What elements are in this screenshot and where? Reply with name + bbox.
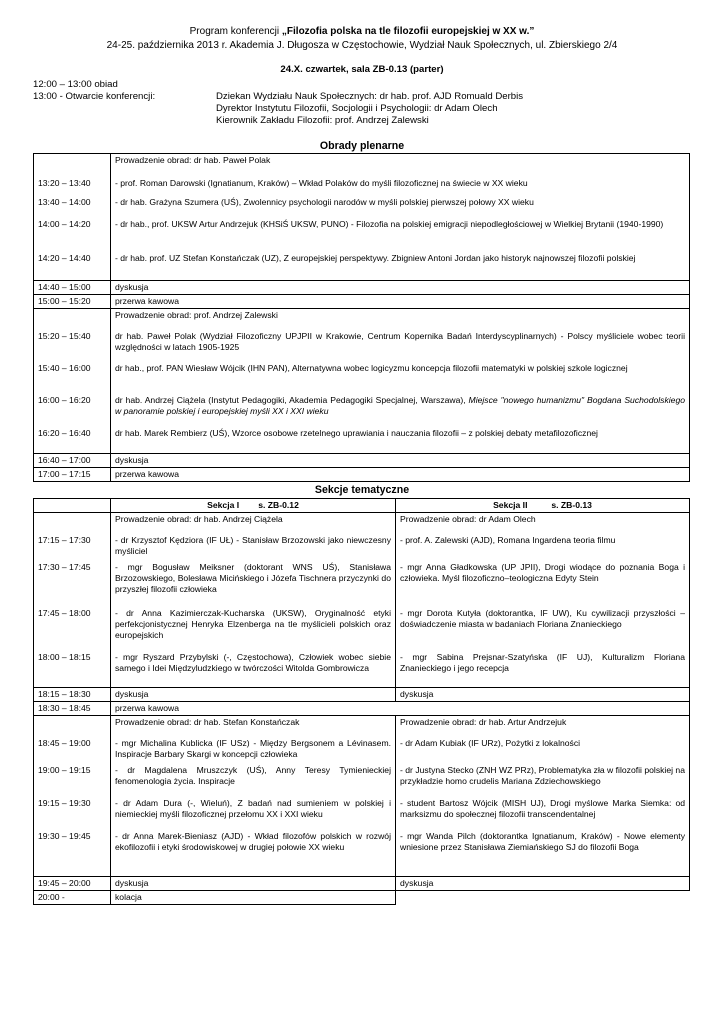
table-row: 17:00 – 17:15 przerwa kawowa [34,468,690,482]
talk: - dr Anna Marek-Bieniasz (AJD) - Wkład filozofów polskich w rozwój ekofilozofii i etyki środowiskowej w drugiej połowie XX wieku [115,831,391,852]
table-row: 19:45 – 20:00 dyskusja dyskusja [34,877,690,891]
table-row: 17:15 – 17:30 17:30 – 17:45 17:45 – 18:00 18:00 – 18:15 Prowadzenie obrad: dr hab. Andrzej Ciążela - dr Krzysztof Kędziora (IF UŁ) - Stanisław Brzozowski jako niewczesny myśliciel - mgr Bogusław Meiksner (doktorant WNS UŚ), Stanisława Brzozowskiego, Bolesława Micińskiego i Józefa Tischnera przyczynki do przyszłej filozofii człowieka - dr Anna Kazimierczak-Kucharska (UKSW), Oryginalność etyki perfekcjonistycznej Henryka Elzenberga na tle myślicieli polskich oraz europejskich - mgr Ryszard Przybylski (-, Częstochowa), Człowiek wobec siebie samego i Idei Międzyludzkiego w twórczości Witolda Gombrowicza Prowadzenie obrad: dr Adam Olech - prof. A. Zalewski (AJD), Romana Ingardena teoria filmu - mgr Anna Gładkowska (UP JPII), Drogi wiodące do poznania Boga i człowieka. Myśl filozoficzno–teologiczna Edyty Stein - mgr Dorota Kutyła (doktorantka, IF UW), Ku cywilizacji przyszłości – doświadczenie miasta w badaniach Floriana Znanieckiego - mgr Sabina Prejsnar-Szatyńska (IF UJ), Kulturalizm Floriana Znanieckiego i jego recepcja [34,513,690,688]
talk: - dr Magdalena Mruszczyk (UŚ), Anny Teresy Tymienieckiej fenomenologia życia. Inspiracje [115,765,391,786]
talk: - mgr Wanda Pilch (doktorantka Ignatianum, Kraków) - Nowe elementy wniesione przez Stanisława Ziemiańskiego SJ do filozofii Boga [400,831,685,852]
talk: - mgr Ryszard Przybylski (-, Częstochowa), Człowiek wobec siebie samego i Idei Międzyludzkiego w twórczości Witolda Gombrowicza [115,652,391,673]
chair-line: Prowadzenie obrad: dr hab. Paweł Polak [115,155,271,165]
chair-line: Prowadzenie obrad: prof. Andrzej Zalewski [115,310,278,320]
talk: - mgr Bogusław Meiksner (doktorant WNS UŚ), Stanisława Brzozowskiego, Bolesława Micińskiego i Józefa Tischnera przyczynki do przyszłej filozofii człowieka [115,562,391,594]
table-row: 14:40 – 15:00 dyskusja [34,281,690,295]
talk: dr hab. Marek Rembierz (UŚ), Wzorce osobowe rzetelnego uprawiania i nauczania filozofii – z polskiej debaty metafilozoficznej [115,428,598,438]
talk: - dr hab. Grażyna Szumera (UŚ), Zwolennicy psychologii narodów w myśli polskiej pierwszej połowy XX wieku [115,197,534,207]
table-row: 15:20 – 15:40 15:40 – 16:00 16:00 – 16:20 16:20 – 16:40 Prowadzenie obrad: prof. Andrzej Zalewski dr hab. Paweł Polak (Wydział Filozoficzny UPJPII w Krakowie, Centrum Kopernika Badań Interdyscyplinarnych) - Polscy myśliciele wobec teorii względności w latach 1905-1925 dr hab., prof. PAN Wiesław Wójcik (IHN PAN), Alternatywna wobec logicyzmu koncepcja filozofii matematyki w polskiej szkole logicznej dr hab. Andrzej Ciążela (Instytut Pedagogiki, Akademia Pedagogiki Specjalnej, Warszawa), Miejsce "nowego humanizmu" Bogdana Suchodolskiego w panoramie polskiej i europejskiej myśli XX i XXI wieku dr hab. Marek Rembierz (UŚ), Wzorce osobowe rzetelnego uprawiania i nauczania filozofii – z polskiej debaty metafilozoficznej [34,309,690,454]
section-2-header: Sekcja II s. ZB-0.13 [396,499,690,513]
conference-date-venue: 24-25. października 2013 r. Akademia J. Długosza w Częstochowie, Wydział Nauk Społecznych, ul. Zbierskiego 2/4 [106,40,618,51]
opening-label: 13:00 - Otwarcie konferencji: [33,91,156,102]
table-row: 18:30 – 18:45 przerwa kawowa [34,702,690,716]
talk: dr hab. Andrzej Ciążela (Instytut Pedagogiki, Akademia Pedagogiki Specjalnej, Warszawa), Miejsce "nowego humanizmu" Bogdana Suchodolskiego w panoramie polskiej i europejskiej myśli XX i XXI wieku [115,395,685,416]
conference-title: Program konferencji „Filozofia polska na tle filozofii europejskiej w XX w.” [189,26,535,37]
talk: - dr Adam Kubiak (IF URz), Pożytki z lokalności [400,738,581,748]
table-row: 18:45 – 19:00 19:00 – 19:15 19:15 – 19:30 19:30 – 19:45 Prowadzenie obrad: dr hab. Stefan Konstańczak - mgr Michalina Kublicka (IF USz) - Między Bergsonem a Lévinasem. Inspiracje Barbary Skargi w koncepcji człowieka - dr Magdalena Mruszczyk (UŚ), Anny Teresy Tymienieckiej fenomenologia życia. Inspiracje - dr Adam Dura (-, Wieluń), Z badań nad sumieniem w polskiej i niemieckiej myśli filozoficznej przełomu XX i XXI wieku - dr Anna Marek-Bieniasz (AJD) - Wkład filozofów polskich w rozwój ekofilozofii i etyki środowiskowej w drugiej połowie XX wieku Prowadzenie obrad: dr hab. Artur Andrzejuk - dr Adam Kubiak (IF URz), Pożytki z lokalności - dr Justyna Stecko (ZNH WZ PRz), Problematyka zła w filozofii polskiej na przykładzie homo crudelis Mariana Zdziechowskiego - student Bartosz Wójcik (MISH UJ), Drogi myślowe Marka Siemka: od marksizmu do społecznej filozofii transcendentalnej - mgr Wanda Pilch (doktorantka Ignatianum, Kraków) - Nowe elementy wniesione przez Stanisława Ziemiańskiego SJ do filozofii Boga [34,716,690,877]
talk: - dr hab. prof. UZ Stefan Konstańczak (UZ), Z europejskiej perspektywy. Zbigniew Antoni Jordan jako historyk najnowszej filozofii polskiej [115,253,636,263]
lunch-line: 12:00 – 13:00 obiad [33,79,118,90]
table-row: 16:40 – 17:00 dyskusja [34,454,690,468]
talk: - dr Justyna Stecko (ZNH WZ PRz), Problematyka zła w filozofii polskiej na przykładzie homo crudelis Mariana Zdziechowskiego [400,765,685,786]
table-row: 18:15 – 18:30 dyskusja dyskusja [34,688,690,702]
talk: - mgr Anna Gładkowska (UP JPII), Drogi wiodące do poznania Boga i człowieka. Myśl filozoficzno–teologiczna Edyty Stein [400,562,685,583]
talk: - mgr Sabina Prejsnar-Szatyńska (IF UJ), Kulturalizm Floriana Znanieckiego i jego recepcja [400,652,685,673]
chair-line: Prowadzenie obrad: dr hab. Andrzej Ciążela [115,514,283,524]
talk: dr hab. Paweł Polak (Wydział Filozoficzny UPJPII w Krakowie, Centrum Kopernika Badań Interdyscyplinarnych) - Polscy myśliciele wobec teorii względności w latach 1905-1925 [115,331,685,352]
chair-line: Prowadzenie obrad: dr hab. Artur Andrzejuk [400,717,567,727]
talk: dr hab., prof. PAN Wiesław Wójcik (IHN PAN), Alternatywna wobec logicyzmu koncepcja filozofii matematyki w polskiej szkole logicznej [115,363,628,373]
talk: - dr Anna Kazimierczak-Kucharska (UKSW), Oryginalność etyki perfekcjonistycznej Henryka Elzenberga na tle myślicieli polskich oraz europejskich [115,608,391,640]
chair-line: Prowadzenie obrad: dr Adam Olech [400,514,536,524]
table-row: 20:00 - kolacja [34,891,690,905]
plenary-title: Obrady plenarne [319,140,405,152]
day-heading: 24.X. czwartek, sala ZB-0.13 (parter) [280,64,444,75]
table-row [34,499,690,513]
chair-line: Prowadzenie obrad: dr hab. Stefan Konstańczak [115,717,300,727]
talk: - dr hab., prof. UKSW Artur Andrzejuk (KHSiŚ UKSW, PUNO) - Filozofia na polskiej emigracji niepodległościowej w Wielkiej Brytanii (1940-1990) [115,219,664,229]
section-1-header: Sekcja I s. ZB-0.12 [111,499,396,513]
plenary-table [33,153,690,482]
sections-table [33,498,690,905]
table-row: 13:20 – 13:40 13:40 – 14:00 14:00 – 14:20 14:20 – 14:40 Prowadzenie obrad: dr hab. Paweł Polak - prof. Roman Darowski (Ignatianum, Kraków) – Wkład Polaków do myśli filozoficznej na świecie w XX wieku - dr hab. Grażyna Szumera (UŚ), Zwolennicy psychologii narodów w myśli polskiej pierwszej połowy XX wieku - dr hab., prof. UKSW Artur Andrzejuk (KHSiŚ UKSW, PUNO) - Filozofia na polskiej emigracji niepodległościowej w Wielkiej Brytanii (1940-1990) - dr hab. prof. UZ Stefan Konstańczak (UZ), Z europejskiej perspektywy. Zbigniew Antoni Jordan jako historyk najnowszej filozofii polskiej [34,154,690,281]
talk: - prof. Roman Darowski (Ignatianum, Kraków) – Wkład Polaków do myśli filozoficznej na świecie w XX wieku [115,178,528,188]
talk: - dr Adam Dura (-, Wieluń), Z badań nad sumieniem w polskiej i niemieckiej myśli filozoficznej przełomu XX i XXI wieku [115,798,391,819]
talk: - student Bartosz Wójcik (MISH UJ), Drogi myślowe Marka Siemka: od marksizmu do społecznej filozofii transcendentalnej [400,798,685,819]
talk: - dr Krzysztof Kędziora (IF UŁ) - Stanisław Brzozowski jako niewczesny myśliciel [115,535,391,556]
table-row: 15:00 – 15:20 przerwa kawowa [34,295,690,309]
talk: - mgr Michalina Kublicka (IF USz) - Między Bergsonem a Lévinasem. Inspiracje Barbary Skargi w koncepcji człowieka [115,738,391,759]
talk: - mgr Dorota Kutyła (doktorantka, IF UW), Ku cywilizacji przyszłości – doświadczenie miasta w badaniach Floriana Znanieckiego [400,608,685,629]
opening-speaker: Kierownik Zakładu Filozofii: prof. Andrzej Zalewski [216,115,429,126]
sections-title: Sekcje tematyczne [314,484,410,496]
opening-speaker: Dyrektor Instytutu Filozofii, Socjologii i Psychologii: dr Adam Olech [216,103,498,114]
opening-speaker: Dziekan Wydziału Nauk Społecznych: dr hab. prof. AJD Romuald Derbis [216,91,524,102]
talk: - prof. A. Zalewski (AJD), Romana Ingardena teoria filmu [400,535,616,545]
